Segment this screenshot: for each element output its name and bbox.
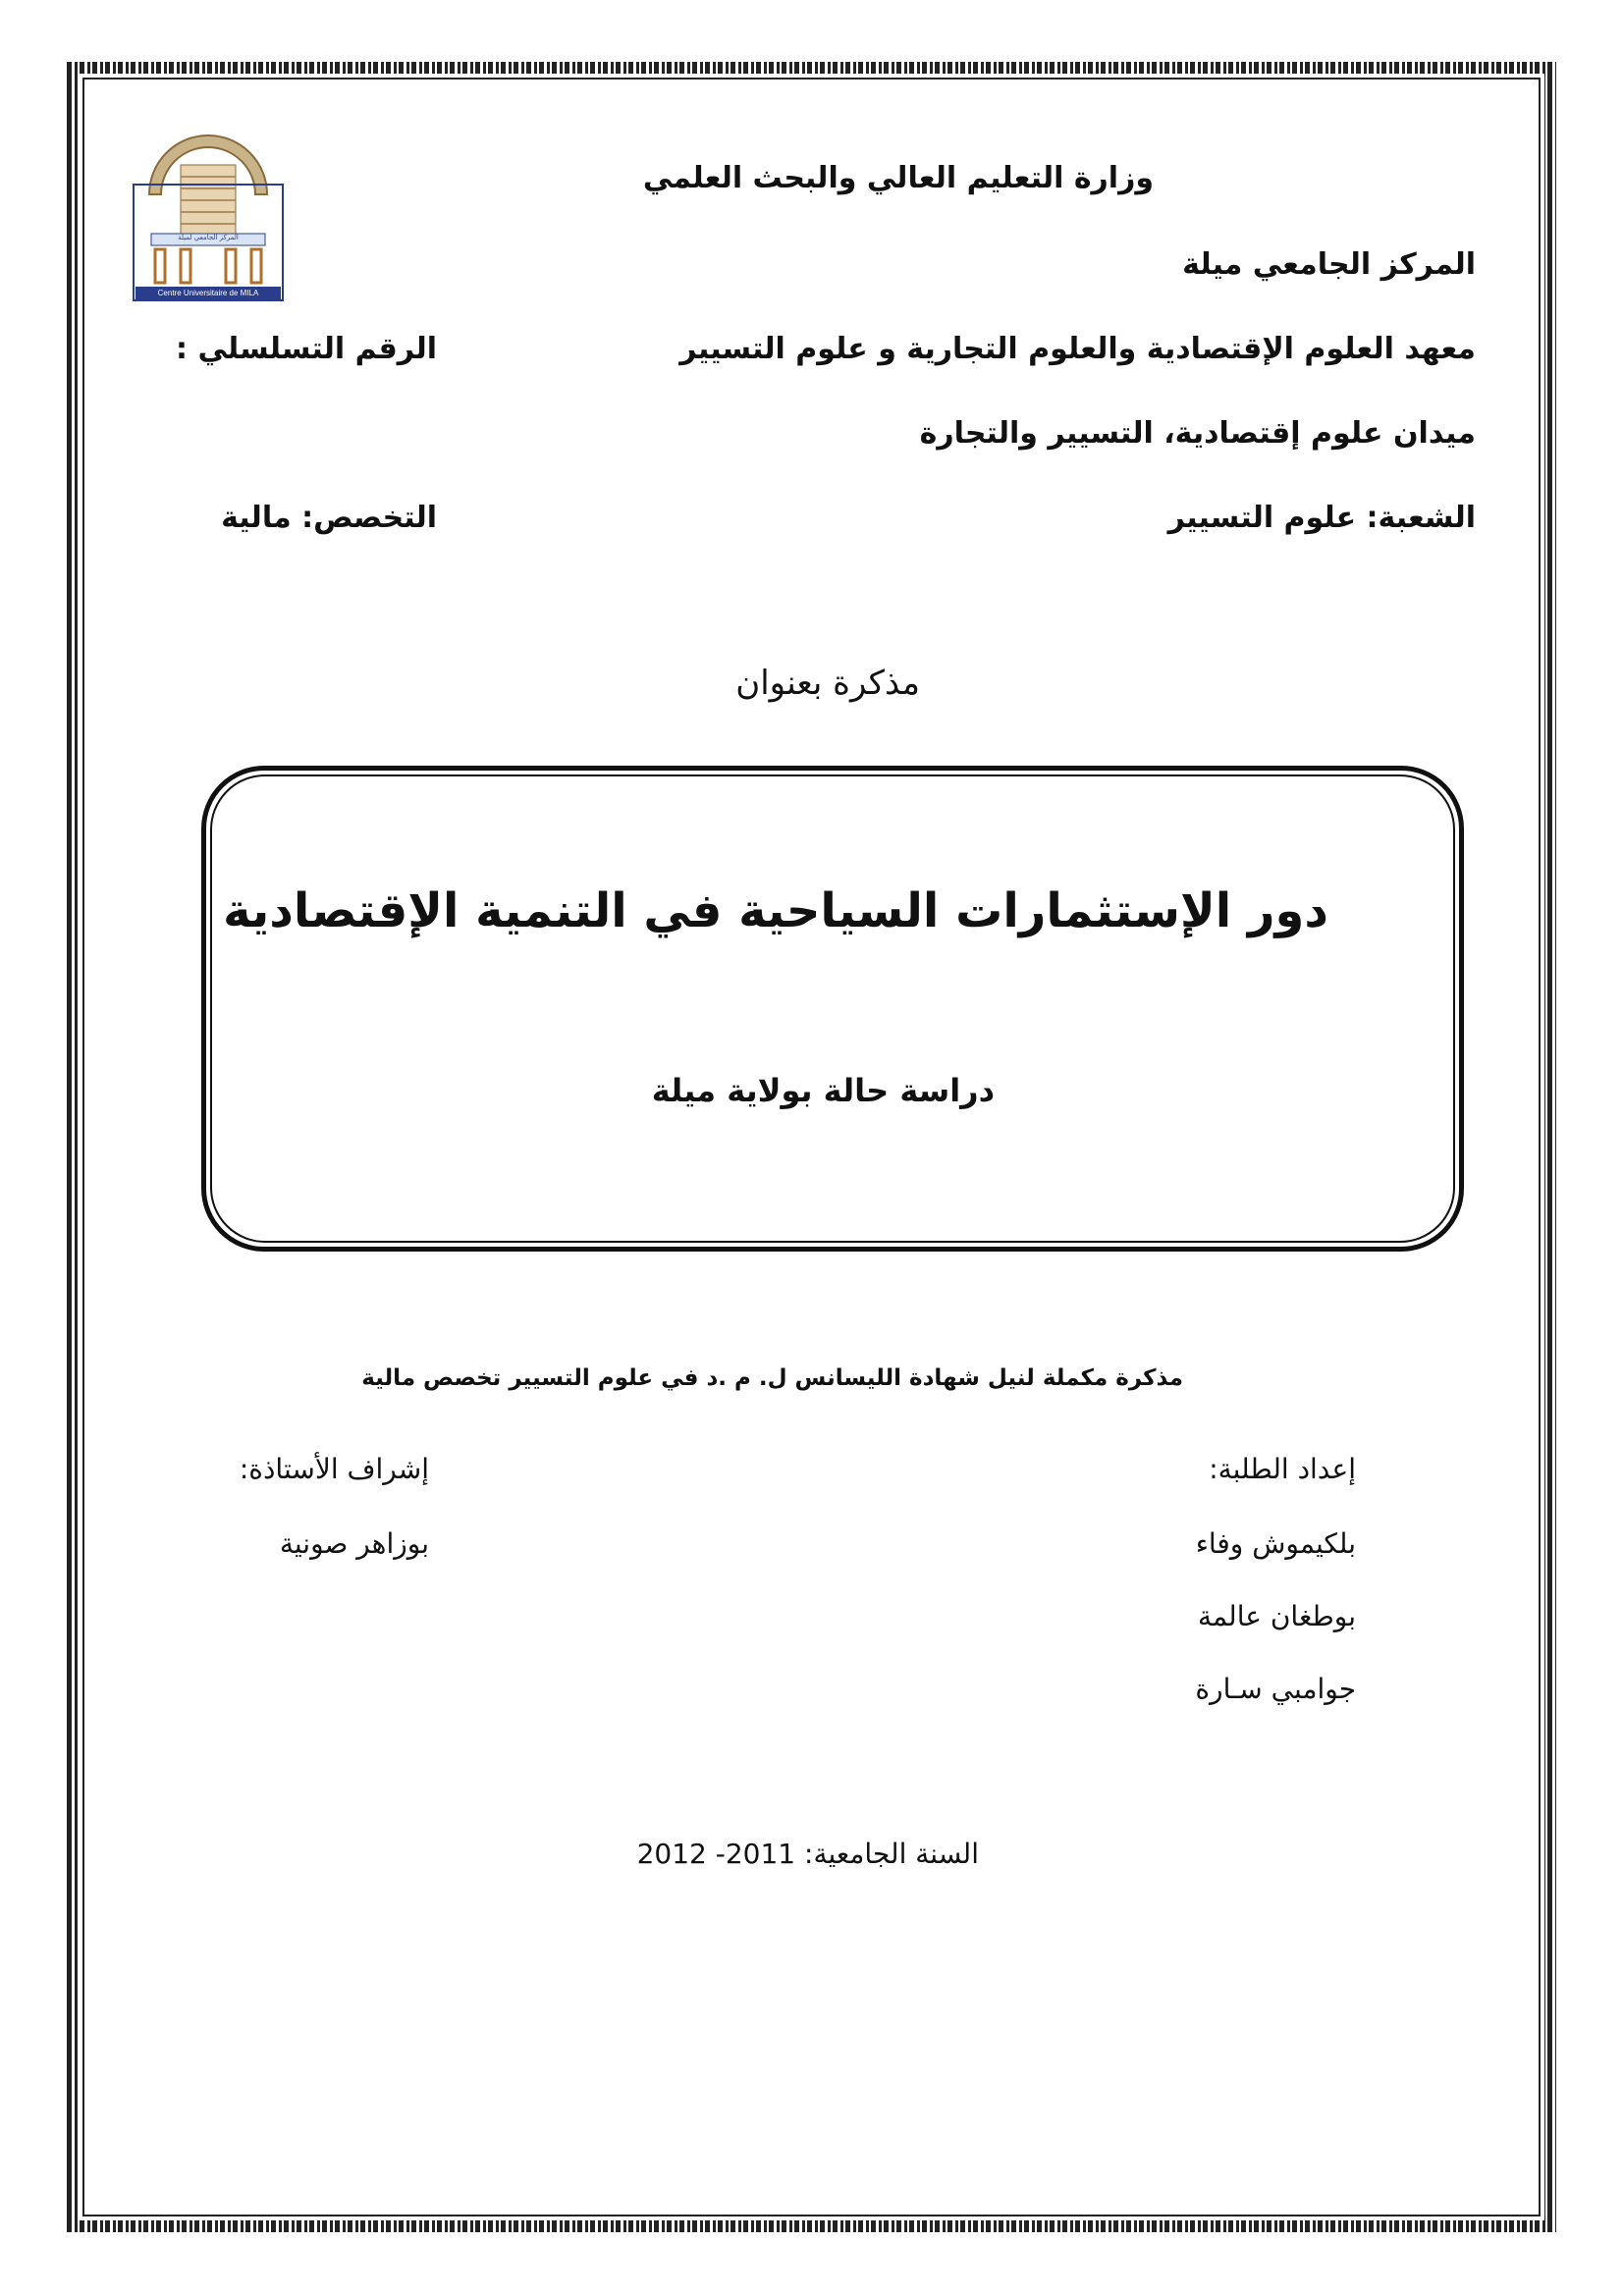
- field-of-study: ميدان علوم إقتصادية، التسيير والتجارة: [919, 416, 1476, 451]
- institute-name: معهد العلوم الإقتصادية والعلوم التجارية و علوم التسيير: [679, 332, 1476, 366]
- degree-note: مذكرة مكملة لنيل شهادة الليسانس ل. م .د في علوم التسيير تخصص مالية: [361, 1365, 1183, 1391]
- branch: الشعبة: علوم التسيير: [1167, 501, 1476, 535]
- university-center: المركز الجامعي ميلة: [1182, 247, 1476, 282]
- student-name: بلكيموش وفاء: [1195, 1527, 1356, 1560]
- student-name: جوامبي سـارة: [1195, 1673, 1356, 1705]
- title-box-inner-line: [210, 774, 1455, 1243]
- thesis-title: دور الإستثمارات السياحية في التنمية الإقتصادية: [223, 883, 1328, 938]
- university-building-icon: [132, 126, 285, 302]
- thesis-subtitle: دراسة حالة بولاية ميلة: [651, 1072, 995, 1109]
- students-label: إعداد الطلبة:: [1209, 1453, 1356, 1485]
- academic-year: السنة الجامعية: 2011- 2012: [636, 1838, 979, 1870]
- supervisor-label: إشراف الأستاذة:: [239, 1453, 429, 1485]
- supervisor-name: بوزاهر صونية: [279, 1527, 429, 1560]
- specialty: التخصص: مالية: [221, 501, 437, 535]
- serial-number-label: الرقم التسلسلي :: [176, 332, 437, 366]
- memo-label: مذكرة بعنوان: [735, 664, 920, 703]
- logo-caption: Centre Universitaire de MILA: [157, 289, 259, 297]
- student-name: بوطغان عالمة: [1197, 1600, 1356, 1632]
- logo-ribbon-text: المركز الجامعي لميلة: [178, 234, 239, 241]
- university-logo: [132, 126, 285, 302]
- ministry-heading: وزارة التعليم العالي والبحث العلمي: [642, 161, 1154, 195]
